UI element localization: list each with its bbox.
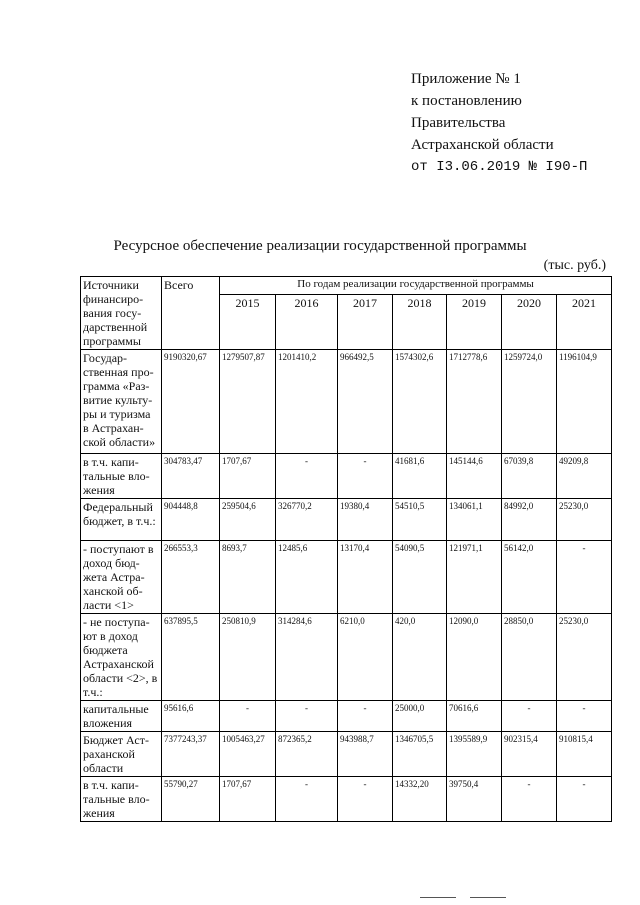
row-value-cell-2015: 1707,67 — [220, 777, 276, 822]
row-value-cell-2020: 56142,0 — [502, 541, 557, 614]
table-row — [81, 499, 612, 541]
row-source-cell: Бюджет Аст-раханской области — [81, 732, 162, 777]
row-value-cell-2019: 70616,6 — [447, 701, 502, 732]
row-value-cell-2020: 84992,0 — [502, 499, 557, 541]
appendix-line-3: Правительства — [411, 115, 506, 131]
row-value-cell-2017: 6210,0 — [338, 614, 393, 701]
row-value-cell-2015: 1707,67 — [220, 454, 276, 499]
row-value-cell-2020: 1259724,0 — [502, 350, 557, 454]
row-value-cell-2016: - — [276, 777, 338, 822]
row-total-cell: 637895,5 — [162, 614, 220, 701]
row-value-cell-2019: 39750,4 — [447, 777, 502, 822]
row-value-cell-2020: - — [502, 777, 557, 822]
table-row — [81, 454, 612, 499]
footer-line — [470, 897, 506, 898]
row-value-cell-2017: 13170,4 — [338, 541, 393, 614]
row-value-cell-2019: 1712778,6 — [447, 350, 502, 454]
row-value-cell-2015: 259504,6 — [220, 499, 276, 541]
row-value-cell-2021: - — [557, 701, 612, 732]
row-value-cell-2015: 8693,7 — [220, 541, 276, 614]
row-value-cell-2021: 1196104,9 — [557, 350, 612, 454]
row-source-cell: - не поступа-ют в доход бюджета Астраханской области <2>, в т.ч.: — [81, 614, 162, 701]
header-row — [81, 277, 612, 295]
row-value-cell-2017: - — [338, 777, 393, 822]
appendix-header — [411, 68, 587, 178]
table-row — [81, 777, 612, 822]
row-value-cell-2017: - — [338, 454, 393, 499]
row-total-cell: 95616,6 — [162, 701, 220, 732]
row-value-cell-2020: 67039,8 — [502, 454, 557, 499]
unit-label: (тыс. руб.) — [543, 258, 606, 273]
row-value-cell-2016: 314284,6 — [276, 614, 338, 701]
table-row — [81, 701, 612, 732]
row-value-cell-2018: 14332,20 — [393, 777, 447, 822]
row-value-cell-2015: 1005463,27 — [220, 732, 276, 777]
year-header-2018: 2018 — [393, 295, 447, 350]
row-source-cell: в т.ч. капи-тальные вло-жения — [81, 777, 162, 822]
row-value-cell-2018: 54090,5 — [393, 541, 447, 614]
year-header-2021: 2021 — [557, 295, 612, 350]
row-source-cell: Федеральный бюджет, в т.ч.: — [81, 499, 162, 541]
row-value-cell-2016: - — [276, 701, 338, 732]
row-value-cell-2019: 145144,6 — [447, 454, 502, 499]
row-total-cell: 55790,27 — [162, 777, 220, 822]
row-value-cell-2018: 1574302,6 — [393, 350, 447, 454]
row-total-cell: 9190320,67 — [162, 350, 220, 454]
row-value-cell-2019: 1395589,9 — [447, 732, 502, 777]
table-row — [81, 732, 612, 777]
row-value-cell-2021: - — [557, 777, 612, 822]
row-value-cell-2017: 966492,5 — [338, 350, 393, 454]
row-source-cell: Государ-ственная про-грамма «Раз-витие культу-ры и туризма в Астрахан-ской области» — [81, 350, 162, 454]
row-value-cell-2019: 134061,1 — [447, 499, 502, 541]
row-value-cell-2020: - — [502, 701, 557, 732]
appendix-line-2: к постановлению — [411, 93, 522, 109]
table-row — [81, 541, 612, 614]
resource-table — [80, 276, 612, 822]
row-value-cell-2018: 1346705,5 — [393, 732, 447, 777]
resource-table-body — [81, 277, 612, 822]
table-row — [81, 614, 612, 701]
row-value-cell-2016: 12485,6 — [276, 541, 338, 614]
row-total-cell: 904448,8 — [162, 499, 220, 541]
year-header-2017: 2017 — [338, 295, 393, 350]
year-header-2016: 2016 — [276, 295, 338, 350]
row-value-cell-2018: 54510,5 — [393, 499, 447, 541]
row-value-cell-2020: 902315,4 — [502, 732, 557, 777]
row-value-cell-2018: 420,0 — [393, 614, 447, 701]
row-value-cell-2019: 121971,1 — [447, 541, 502, 614]
table-row — [81, 350, 612, 454]
row-total-cell: 304783,47 — [162, 454, 220, 499]
row-total-cell: 7377243,37 — [162, 732, 220, 777]
header-total-cell: Всего — [162, 277, 220, 350]
row-value-cell-2019: 12090,0 — [447, 614, 502, 701]
row-value-cell-2015: 1279507,87 — [220, 350, 276, 454]
row-value-cell-2020: 28850,0 — [502, 614, 557, 701]
row-value-cell-2021: - — [557, 541, 612, 614]
row-value-cell-2018: 41681,6 — [393, 454, 447, 499]
row-value-cell-2016: 872365,2 — [276, 732, 338, 777]
document-title: Ресурсное обеспечение реализации государственной программы — [113, 238, 527, 254]
appendix-line-4: Астраханской области — [411, 137, 554, 153]
row-value-cell-2016: 326770,2 — [276, 499, 338, 541]
row-value-cell-2016: - — [276, 454, 338, 499]
row-value-cell-2021: 25230,0 — [557, 614, 612, 701]
row-source-cell: капитальные вложения — [81, 701, 162, 732]
row-value-cell-2015: 250810,9 — [220, 614, 276, 701]
header-source-cell: Источники финансиро-вания госу-дарственной программы — [81, 277, 162, 350]
header-years-group-cell: По годам реализации государственной программы — [220, 277, 612, 295]
footer-line — [420, 897, 456, 898]
row-value-cell-2017: - — [338, 701, 393, 732]
appendix-line-1: Приложение № 1 — [411, 71, 521, 87]
year-header-2019: 2019 — [447, 295, 502, 350]
row-value-cell-2018: 25000,0 — [393, 701, 447, 732]
year-header-2020: 2020 — [502, 295, 557, 350]
row-value-cell-2021: 49209,8 — [557, 454, 612, 499]
row-value-cell-2016: 1201410,2 — [276, 350, 338, 454]
year-header-2015: 2015 — [220, 295, 276, 350]
appendix-date-line: от I3.06.2019 № I90-П — [411, 159, 588, 175]
row-source-cell: в т.ч. капи-тальные вло-жения — [81, 454, 162, 499]
row-source-cell: - поступают в доход бюд-жета Астра-ханской об-ласти <1> — [81, 541, 162, 614]
row-value-cell-2021: 910815,4 — [557, 732, 612, 777]
row-value-cell-2015: - — [220, 701, 276, 732]
row-value-cell-2017: 19380,4 — [338, 499, 393, 541]
row-value-cell-2021: 25230,0 — [557, 499, 612, 541]
row-value-cell-2017: 943988,7 — [338, 732, 393, 777]
row-total-cell: 266553,3 — [162, 541, 220, 614]
